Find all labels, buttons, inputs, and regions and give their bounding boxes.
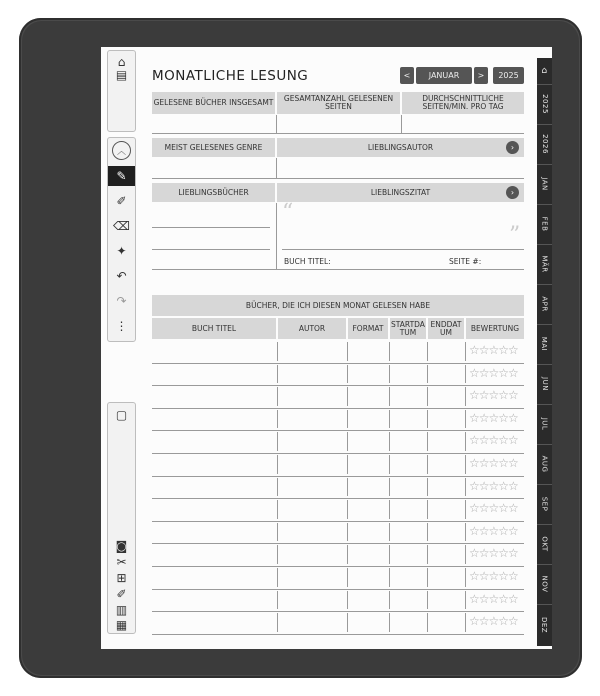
- highlighter-icon[interactable]: ✐: [116, 194, 127, 208]
- table-row[interactable]: [152, 543, 524, 544]
- table-cell-divider: [427, 500, 428, 519]
- table-row[interactable]: [152, 589, 524, 590]
- table-cell-divider: [465, 455, 466, 474]
- table-row[interactable]: [152, 498, 524, 499]
- table-cell-divider: [465, 591, 466, 610]
- tab-apr[interactable]: APR: [537, 284, 552, 325]
- table-cell-divider: [389, 387, 390, 406]
- tab-sep[interactable]: SEP: [537, 484, 552, 525]
- open-quote-mark: “: [282, 200, 294, 225]
- author-arrow-icon[interactable]: ›: [506, 141, 519, 154]
- rating-stars[interactable]: ☆☆☆☆☆: [469, 523, 518, 538]
- pen-tool-active[interactable]: ✎: [108, 166, 135, 186]
- table-cell-divider: [427, 342, 428, 361]
- table-cell-divider: [389, 523, 390, 542]
- table-cell-divider: [465, 410, 466, 429]
- table-cell-divider: [347, 365, 348, 384]
- table-cell-divider: [277, 613, 278, 632]
- table-cell-divider: [389, 432, 390, 451]
- rating-stars[interactable]: ☆☆☆☆☆: [469, 433, 518, 448]
- table-cell-divider: [427, 591, 428, 610]
- rating-stars[interactable]: ☆☆☆☆☆: [469, 546, 518, 561]
- table-row[interactable]: [152, 430, 524, 431]
- stat-avg-pages: DURCHSCHNITTLICHE SEITEN/MIN. PRO TAG: [402, 92, 524, 114]
- tab-jun[interactable]: JUN: [537, 364, 552, 405]
- table-cell-divider: [427, 568, 428, 587]
- table-cell-divider: [427, 523, 428, 542]
- cut-icon[interactable]: ✂: [116, 555, 127, 569]
- col-title: BUCH TITEL: [152, 318, 276, 339]
- tab-jan[interactable]: JAN: [537, 164, 552, 205]
- table-cell-divider: [277, 387, 278, 406]
- page-icon[interactable]: ▢: [115, 408, 128, 422]
- month-tab-strip: [537, 58, 552, 646]
- table-cell-divider: [465, 342, 466, 361]
- divider: [276, 203, 277, 269]
- more-icon[interactable]: ⋮: [115, 319, 128, 333]
- rating-stars[interactable]: ☆☆☆☆☆: [469, 478, 518, 493]
- rating-stars[interactable]: ☆☆☆☆☆: [469, 343, 518, 357]
- table-cell-divider: [277, 365, 278, 384]
- table-cell-divider: [427, 432, 428, 451]
- table-cell-divider: [277, 523, 278, 542]
- rating-stars[interactable]: ☆☆☆☆☆: [469, 614, 518, 629]
- genre-label: MEIST GELESENES GENRE: [152, 138, 275, 157]
- table-cell-divider: [277, 545, 278, 564]
- table-cell-divider: [347, 432, 348, 451]
- fav-books-label: LIEBLINGSBÜCHER: [152, 183, 275, 202]
- table-cell-divider: [347, 613, 348, 632]
- rating-stars[interactable]: ☆☆☆☆☆: [469, 591, 518, 606]
- book-title-label: BUCH TITEL:: [284, 257, 331, 266]
- stat-total-pages: GESAMTANZAHL GELESENEN SEITEN: [277, 92, 400, 114]
- lasso-icon[interactable]: ✦: [116, 244, 127, 258]
- tab-dez[interactable]: DEZ: [540, 616, 549, 634]
- divider: [401, 115, 402, 133]
- table-cell-divider: [389, 455, 390, 474]
- close-quote-mark: ”: [509, 223, 521, 248]
- table-cell-divider: [277, 500, 278, 519]
- col-format: FORMAT: [348, 318, 388, 339]
- stat-total-books: GELESENE BÜCHER INSGESAMT: [152, 92, 275, 114]
- col-rating: BEWERTUNG: [466, 318, 524, 339]
- table-cell-divider: [465, 387, 466, 406]
- table-cell-divider: [389, 568, 390, 587]
- table-cell-divider: [389, 342, 390, 361]
- table-cell-divider: [427, 545, 428, 564]
- rating-stars[interactable]: ☆☆☆☆☆: [469, 501, 518, 516]
- table-cell-divider: [277, 410, 278, 429]
- collapse-up-icon[interactable]: [108, 140, 135, 160]
- tab-home[interactable]: ⌂: [537, 58, 552, 85]
- fav-book-line: [152, 227, 270, 228]
- table-cell-divider: [465, 613, 466, 632]
- table-cell-divider: [389, 613, 390, 632]
- table-cell-divider: [277, 568, 278, 587]
- table-cell-divider: [389, 478, 390, 497]
- divider: [276, 158, 277, 178]
- table-cell-divider: [347, 500, 348, 519]
- table-cell-divider: [465, 545, 466, 564]
- tab-mar[interactable]: MÄR: [537, 244, 552, 285]
- table-row[interactable]: [152, 363, 524, 364]
- divider: [152, 133, 524, 134]
- table-cell-divider: [347, 342, 348, 361]
- table-row[interactable]: [152, 385, 524, 386]
- year-label[interactable]: 2025: [493, 67, 524, 84]
- table-cell-divider: [427, 613, 428, 632]
- edit-icon[interactable]: ✐: [116, 587, 127, 601]
- table-cell-divider: [277, 455, 278, 474]
- table-cell-divider: [427, 365, 428, 384]
- quote-arrow-icon[interactable]: ›: [506, 186, 519, 199]
- fav-book-line: [152, 249, 270, 250]
- rating-stars[interactable]: ☆☆☆☆☆: [469, 388, 518, 403]
- tab-mai[interactable]: MAI: [537, 324, 552, 365]
- chevron-up-icon: ︿: [112, 141, 131, 160]
- fav-quote-label: LIEBLINGSZITAT: [277, 183, 524, 202]
- table-row[interactable]: [152, 453, 524, 454]
- books-table-heading: BÜCHER, DIE ICH DIESEN MONAT GELESEN HABE: [152, 295, 524, 316]
- table-row[interactable]: [152, 566, 524, 567]
- grid-icon[interactable]: ⊞: [116, 571, 127, 585]
- tab-jul[interactable]: JUL: [537, 404, 552, 445]
- divider: [152, 269, 524, 270]
- table-cell-divider: [427, 455, 428, 474]
- next-month-button[interactable]: >: [474, 67, 488, 84]
- list-icon[interactable]: ▤: [115, 68, 128, 82]
- table-cell-divider: [277, 432, 278, 451]
- tab-2026[interactable]: 2026: [537, 124, 552, 165]
- rating-stars[interactable]: ☆☆☆☆☆: [469, 569, 518, 583]
- table-cell-divider: [465, 568, 466, 587]
- table-row[interactable]: [152, 634, 524, 635]
- table-row[interactable]: [152, 521, 524, 522]
- divider: [276, 115, 277, 133]
- table-cell-divider: [277, 478, 278, 497]
- col-author: AUTOR: [278, 318, 346, 339]
- rating-stars[interactable]: ☆☆☆☆☆: [469, 365, 518, 380]
- col-start-date: STARTDA TUM: [390, 318, 426, 339]
- table-cell-divider: [347, 568, 348, 587]
- table-cell-divider: [427, 410, 428, 429]
- table-cell-divider: [347, 478, 348, 497]
- export-icon[interactable]: ▦: [115, 618, 128, 632]
- undo-icon[interactable]: ↶: [116, 269, 127, 283]
- table-cell-divider: [389, 591, 390, 610]
- table-cell-divider: [347, 591, 348, 610]
- author-label: LIEBLINGSAUTOR: [277, 138, 524, 157]
- table-cell-divider: [389, 500, 390, 519]
- table-cell-divider: [465, 365, 466, 384]
- table-cell-divider: [465, 523, 466, 542]
- screenshot-icon[interactable]: ◙: [115, 539, 128, 553]
- rating-stars[interactable]: ☆☆☆☆☆: [469, 410, 518, 425]
- table-cell-divider: [389, 545, 390, 564]
- table-cell-divider: [465, 432, 466, 451]
- table-cell-divider: [427, 387, 428, 406]
- prev-month-button[interactable]: <: [400, 67, 414, 84]
- divider: [152, 178, 524, 179]
- table-cell-divider: [347, 387, 348, 406]
- table-row[interactable]: [152, 408, 524, 409]
- table-row[interactable]: [152, 611, 524, 612]
- template-icon[interactable]: ▥: [115, 603, 128, 617]
- toolbar-top: [107, 50, 136, 132]
- table-cell-divider: [277, 342, 278, 361]
- table-cell-divider: [389, 365, 390, 384]
- tab-nov[interactable]: NOV: [537, 564, 552, 605]
- redo-icon[interactable]: ↷: [116, 294, 127, 308]
- table-cell-divider: [427, 478, 428, 497]
- rating-stars[interactable]: ☆☆☆☆☆: [469, 456, 518, 470]
- month-label[interactable]: JANUAR: [416, 67, 472, 84]
- tab-okt[interactable]: OKT: [537, 524, 552, 565]
- table-cell-divider: [347, 410, 348, 429]
- toolbar-bottom: [107, 402, 136, 634]
- table-cell-divider: [347, 523, 348, 542]
- quote-line: [282, 249, 524, 250]
- tab-2025[interactable]: 2025: [537, 84, 552, 125]
- table-cell-divider: [465, 478, 466, 497]
- table-cell-divider: [347, 545, 348, 564]
- col-end-date: ENDDAT UM: [428, 318, 464, 339]
- tab-feb[interactable]: FEB: [537, 204, 552, 245]
- table-row[interactable]: [152, 476, 524, 477]
- home-icon[interactable]: ⌂: [117, 55, 126, 69]
- table-cell-divider: [277, 591, 278, 610]
- eraser-icon[interactable]: ⌫: [113, 219, 130, 233]
- tab-aug[interactable]: AUG: [537, 444, 552, 485]
- table-cell-divider: [465, 500, 466, 519]
- page-title: MONATLICHE LESUNG: [152, 68, 309, 84]
- page-number-label: SEITE #:: [449, 257, 482, 266]
- table-cell-divider: [347, 455, 348, 474]
- table-cell-divider: [389, 410, 390, 429]
- toolbar-tools: [107, 137, 136, 342]
